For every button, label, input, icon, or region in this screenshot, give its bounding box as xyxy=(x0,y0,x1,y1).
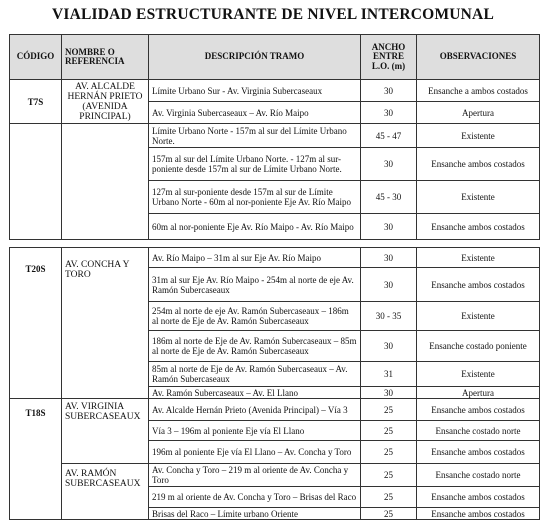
table-row xyxy=(10,248,540,268)
empty-reference-cell xyxy=(62,124,149,240)
page-title: VIALIDAD ESTRUCTURANTE DE NIVEL INTERCOMUNAL xyxy=(51,6,494,23)
segment-width: 31 xyxy=(361,362,417,387)
segment-observation: Apertura xyxy=(417,102,540,124)
segment-observation: Existente xyxy=(417,181,540,214)
road-reference: AV. ALCALDE HERNÁN PRIETO (AVENIDA PRINCIPAL) xyxy=(62,80,149,124)
segment-description: 31m al sur Eje Av. Río Maipo - 254m al norte de eje Av. Ramón Subercaseaux xyxy=(149,268,361,302)
segment-observation: Ensanche ambos costados xyxy=(417,148,540,181)
road-code: T7S xyxy=(10,80,62,124)
segment-observation: Ensanche costado norte xyxy=(417,464,540,487)
segment-description: Av. Alcalde Hernán Prieto (Avenida Principal) – Vía 3 xyxy=(149,399,361,421)
segment-observation: Ensanche costado poniente xyxy=(417,331,540,362)
segment-observation: Existente xyxy=(417,362,540,387)
segment-observation: Existente xyxy=(417,248,540,268)
segment-description: 186m al norte de Eje de Av. Ramón Subercaseaux – 85m al norte de Eje de Av. Ramón Subercaseaux xyxy=(149,331,361,362)
segment-description: Límite Urbano Sur - Av. Virginia Subercaseaux xyxy=(149,80,361,102)
segment-width: 25 xyxy=(361,464,417,487)
table-row xyxy=(10,80,540,102)
road-reference: AV. RAMÓN SUBERCASEAUX xyxy=(62,464,149,520)
segment-width: 25 xyxy=(361,421,417,441)
segment-width: 30 xyxy=(361,102,417,124)
segment-observation: Ensanche ambos costados xyxy=(417,441,540,464)
road-reference: AV. VIRGINIA SUBERCASEAUX xyxy=(62,399,149,464)
header-nombre: NOMBRE O REFERENCIA xyxy=(62,35,149,80)
table-row xyxy=(10,399,540,421)
header-codigo: CÓDIGO xyxy=(10,35,62,80)
segment-description: Av. Río Maipo – 31m al sur Eje Av. Río Maipo xyxy=(149,248,361,268)
header-observaciones: OBSERVACIONES xyxy=(417,35,540,80)
segment-observation: Ensanche costado norte xyxy=(417,421,540,441)
segment-width: 30 xyxy=(361,148,417,181)
segment-width: 30 xyxy=(361,387,417,399)
road-code: T18S xyxy=(10,399,62,520)
segment-description: 157m al sur del Límite Urbano Norte. - 127m al sur-poniente desde 157m al sur de Límite Urbano Norte. xyxy=(149,148,361,181)
segment-observation: Existente xyxy=(417,124,540,148)
segment-observation: Existente xyxy=(417,302,540,331)
segment-description: 85m al norte de Eje de Av. Ramón Subercaseaux – Av. Ramón Subercaseaux xyxy=(149,362,361,387)
segment-observation: Ensanche ambos costados xyxy=(417,399,540,421)
segment-observation: Ensanche ambos costados xyxy=(417,214,540,240)
segment-description: 60m al nor-poniente Eje Av. Río Maipo - Av. Río Maipo xyxy=(149,214,361,240)
segment-description: 196m al poniente Eje vía El Llano – Av. Concha y Toro xyxy=(149,441,361,464)
segment-description: Límite Urbano Norte - 157m al sur del Límite Urbano Norte. xyxy=(149,124,361,148)
segment-width: 30 xyxy=(361,268,417,302)
header-row xyxy=(10,35,540,80)
road-reference: AV. CONCHA Y TORO xyxy=(62,248,149,399)
segment-description: Av. Ramón Subercaseaux – Av. El Llano xyxy=(149,387,361,399)
segment-width: 30 xyxy=(361,331,417,362)
road-code: T20S xyxy=(10,248,62,399)
segment-description: 219 m al oriente de Av. Concha y Toro – Brisas del Raco xyxy=(149,487,361,508)
segment-observation: Ensanche ambos costados xyxy=(417,268,540,302)
segment-description: 127m al sur-poniente desde 157m al sur de Límite Urbano Norte - 60m al nor-poniente Eje Av. Río Maipo xyxy=(149,181,361,214)
segment-width: 25 xyxy=(361,487,417,508)
table-upper xyxy=(9,34,540,240)
table-row xyxy=(10,464,540,487)
segment-width: 25 xyxy=(361,508,417,520)
segment-width: 30 xyxy=(361,248,417,268)
header-ancho: ANCHO ENTRE L.O. (m) xyxy=(361,35,417,80)
segment-width: 25 xyxy=(361,441,417,464)
header-descripcion: DESCRIPCIÓN TRAMO xyxy=(149,35,361,80)
empty-code-cell xyxy=(10,124,62,240)
segment-observation: Ensanche a ambos costados xyxy=(417,80,540,102)
segment-width: 45 - 47 xyxy=(361,124,417,148)
segment-description: Av. Virginia Subercaseaux – Av. Río Maipo xyxy=(149,102,361,124)
segment-width: 30 xyxy=(361,80,417,102)
table-row xyxy=(10,124,540,148)
segment-width: 45 - 30 xyxy=(361,181,417,214)
segment-description: Av. Concha y Toro – 219 m al oriente de Av. Concha y Toro xyxy=(149,464,361,487)
table-lower xyxy=(9,247,540,520)
segment-width: 30 xyxy=(361,214,417,240)
segment-description: Vía 3 – 196m al poniente Eje vía El Llano xyxy=(149,421,361,441)
segment-description: 254m al norte de eje Av. Ramón Subercaseaux – 186m al norte de Eje de Av. Ramón Subercaseaux xyxy=(149,302,361,331)
segment-observation: Ensanche ambos costados xyxy=(417,508,540,520)
segment-observation: Apertura xyxy=(417,387,540,399)
segment-observation: Ensanche ambos costados xyxy=(417,487,540,508)
segment-description: Brisas del Raco – Límite urbano Oriente xyxy=(149,508,361,520)
segment-width: 25 xyxy=(361,399,417,421)
segment-width: 30 - 35 xyxy=(361,302,417,331)
